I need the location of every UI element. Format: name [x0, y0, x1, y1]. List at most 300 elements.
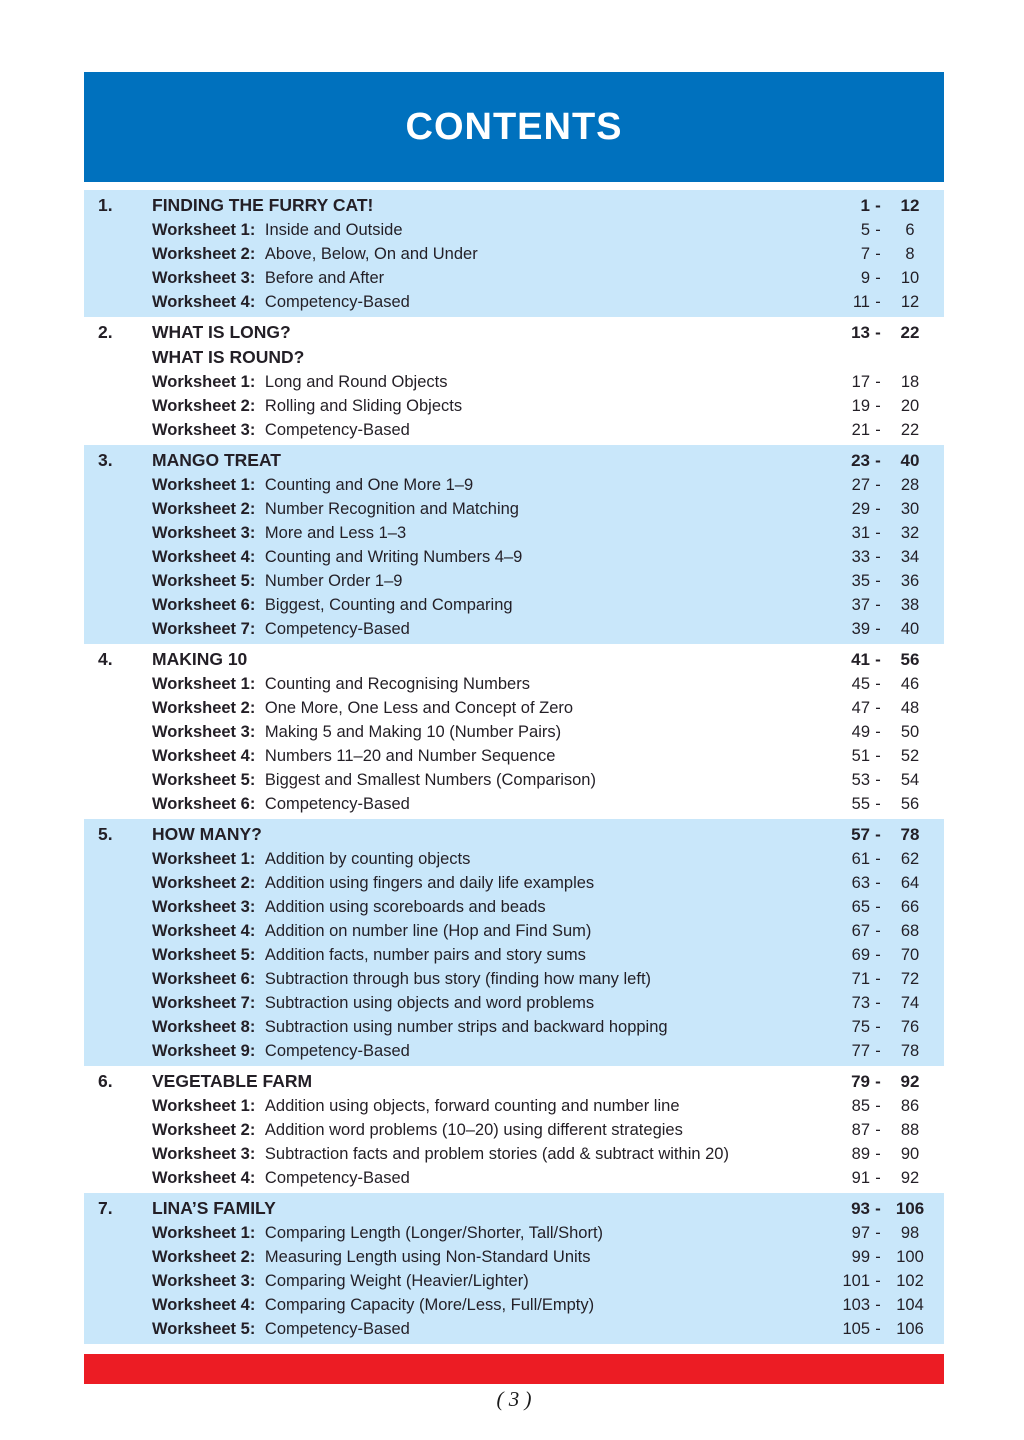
toc-section [84, 317, 944, 445]
worksheet-description: Competency-Based [264, 293, 410, 311]
page-end: 72 [900, 970, 920, 988]
worksheet-description: Subtraction through bus story (finding how many left) [264, 970, 652, 988]
toc-row [84, 1069, 944, 1094]
page-range-dash: - [875, 548, 881, 566]
toc-section [84, 1193, 944, 1344]
worksheet-label: Worksheet 1: [152, 850, 256, 868]
page-range-dash: - [875, 795, 881, 813]
page-start: 55 [851, 795, 870, 813]
page-range-dash: - [875, 723, 881, 741]
page-range-dash: - [875, 747, 881, 765]
row-text [152, 473, 824, 497]
page-start: 7 [860, 245, 870, 263]
page-range-dash: - [875, 421, 881, 439]
page-end: 30 [900, 500, 920, 518]
row-text [152, 1317, 824, 1341]
row-text [152, 1118, 824, 1142]
page-end: 12 [900, 293, 920, 311]
row-text [152, 569, 824, 593]
toc-row [84, 617, 944, 641]
worksheet-description: Making 5 and Making 10 (Number Pairs) [264, 723, 562, 741]
page-start: 51 [851, 747, 870, 765]
row-text [152, 967, 824, 991]
page-range-dash: - [875, 1272, 881, 1290]
row-text [152, 647, 824, 672]
worksheet-label: Worksheet 5: [152, 771, 256, 789]
contents-header [84, 72, 944, 182]
worksheet-description: Number Order 1–9 [264, 572, 403, 590]
page-end: 66 [900, 898, 920, 916]
worksheet-description: Counting and Writing Numbers 4–9 [264, 548, 523, 566]
page-range-dash: - [875, 922, 881, 940]
row-text [152, 895, 824, 919]
page-range-dash: - [875, 1320, 881, 1338]
toc-row [84, 193, 944, 218]
page-end: 8 [905, 245, 915, 263]
row-text [152, 1094, 824, 1118]
worksheet-label: Worksheet 6: [152, 795, 256, 813]
chapter-title: WHAT IS LONG? [152, 322, 291, 342]
worksheet-description: Counting and One More 1–9 [264, 476, 474, 494]
page-start: 31 [851, 524, 870, 542]
page-start: 85 [851, 1097, 870, 1115]
row-text [152, 744, 824, 768]
row-text [152, 768, 824, 792]
page-range-dash: - [875, 1097, 881, 1115]
page-end: 40 [900, 451, 920, 470]
page-end: 46 [900, 675, 920, 693]
toc-section [84, 190, 944, 317]
page-range-dash: - [875, 898, 881, 916]
chapter-title: HOW MANY? [152, 824, 262, 844]
page-start: 99 [851, 1248, 870, 1266]
worksheet-description: Addition by counting objects [264, 850, 471, 868]
toc-row [84, 242, 944, 266]
page-end: 6 [905, 221, 915, 239]
page-range-dash: - [875, 196, 881, 215]
chapter-title: VEGETABLE FARM [152, 1071, 313, 1091]
toc-row [84, 521, 944, 545]
toc-row [84, 1015, 944, 1039]
page-number: ( 3 ) [496, 1387, 532, 1411]
page-end: 48 [900, 699, 920, 717]
page-start: 27 [851, 476, 870, 494]
toc-row [84, 792, 944, 816]
worksheet-label: Worksheet 9: [152, 1042, 256, 1060]
toc-row [84, 218, 944, 242]
worksheet-label: Worksheet 2: [152, 874, 256, 892]
toc-row [84, 1317, 944, 1341]
worksheet-description: Measuring Length using Non-Standard Units [264, 1248, 591, 1266]
row-text [152, 1142, 824, 1166]
worksheet-label: Worksheet 3: [152, 898, 256, 916]
page-end: 10 [900, 269, 920, 287]
worksheet-label: Worksheet 6: [152, 596, 256, 614]
toc-row [84, 895, 944, 919]
worksheet-label: Worksheet 2: [152, 500, 256, 518]
page-end: 74 [900, 994, 920, 1012]
page-range-dash: - [875, 572, 881, 590]
page-start: 91 [851, 1169, 870, 1187]
toc-row [84, 1245, 944, 1269]
page-start: 49 [851, 723, 870, 741]
page-range-dash: - [875, 850, 881, 868]
page-range-dash: - [875, 650, 881, 669]
row-text [152, 847, 824, 871]
page-end: 54 [900, 771, 920, 789]
toc-row [84, 370, 944, 394]
page-end: 56 [900, 650, 920, 669]
worksheet-description: Comparing Length (Longer/Shorter, Tall/Short) [264, 1224, 604, 1242]
worksheet-label: Worksheet 3: [152, 1272, 256, 1290]
row-text [152, 266, 824, 290]
worksheet-label: Worksheet 2: [152, 1121, 256, 1139]
toc-section [84, 819, 944, 1066]
red-divider-bar [84, 1354, 944, 1384]
page-range-dash: - [875, 699, 881, 717]
worksheet-description: Competency-Based [264, 1169, 410, 1187]
worksheet-description: Competency-Based [264, 1042, 410, 1060]
worksheet-label: Worksheet 4: [152, 1169, 256, 1187]
toc-section [84, 445, 944, 644]
page-range-dash: - [875, 1296, 881, 1314]
row-text [152, 991, 824, 1015]
worksheet-description: Comparing Capacity (More/Less, Full/Empty) [264, 1296, 595, 1314]
worksheet-label: Worksheet 1: [152, 221, 256, 239]
page-start: 89 [851, 1145, 870, 1163]
worksheet-label: Worksheet 2: [152, 1248, 256, 1266]
worksheet-label: Worksheet 2: [152, 397, 256, 415]
toc-row [84, 1269, 944, 1293]
page-range-dash: - [875, 946, 881, 964]
row-text [152, 1269, 824, 1293]
worksheet-label: Worksheet 1: [152, 476, 256, 494]
row-text [152, 1221, 824, 1245]
page-title: CONTENTS [405, 105, 623, 148]
chapter-number: 3. [98, 450, 113, 470]
worksheet-label: Worksheet 4: [152, 747, 256, 765]
toc-row [84, 593, 944, 617]
worksheet-label: Worksheet 7: [152, 620, 256, 638]
worksheet-label: Worksheet 4: [152, 548, 256, 566]
row-text [152, 919, 824, 943]
page-range-dash: - [875, 1121, 881, 1139]
page-start: 21 [851, 421, 870, 439]
row-text [152, 193, 824, 218]
worksheet-description: Competency-Based [264, 421, 410, 439]
page-range-dash: - [875, 771, 881, 789]
worksheet-label: Worksheet 3: [152, 723, 256, 741]
page-range-dash: - [875, 1145, 881, 1163]
page-start: 11 [852, 293, 870, 311]
worksheet-description: Addition word problems (10–20) using different strategies [264, 1121, 683, 1139]
worksheet-label: Worksheet 2: [152, 245, 256, 263]
page-end: 34 [900, 548, 920, 566]
row-text [152, 242, 824, 266]
worksheet-description: Competency-Based [264, 795, 410, 813]
page-start: 97 [851, 1224, 870, 1242]
worksheet-label: Worksheet 6: [152, 970, 256, 988]
page-start: 105 [842, 1320, 870, 1338]
page-range-dash: - [875, 451, 881, 470]
worksheet-description: Subtraction using number strips and backward hopping [264, 1018, 668, 1036]
chapter-number: 4. [98, 649, 113, 669]
page-end: 68 [900, 922, 920, 940]
page-end: 104 [896, 1296, 924, 1314]
page-range-dash: - [875, 373, 881, 391]
worksheet-description: Subtraction using objects and word problems [264, 994, 595, 1012]
page-range-dash: - [875, 269, 881, 287]
worksheet-label: Worksheet 4: [152, 1296, 256, 1314]
row-text [152, 290, 824, 314]
page-end: 102 [896, 1272, 924, 1290]
row-text [152, 672, 824, 696]
worksheet-label: Worksheet 8: [152, 1018, 256, 1036]
page-end: 12 [900, 196, 920, 215]
page-range-dash: - [875, 245, 881, 263]
toc-row [84, 569, 944, 593]
row-text [152, 696, 824, 720]
page-range-dash: - [875, 1018, 881, 1036]
row-text [152, 1069, 824, 1094]
worksheet-label: Worksheet 1: [152, 675, 256, 693]
worksheet-description: Counting and Recognising Numbers [264, 675, 530, 693]
worksheet-label: Worksheet 5: [152, 1320, 256, 1338]
row-text [152, 1293, 824, 1317]
page-start: 23 [851, 451, 870, 470]
page-end: 28 [900, 476, 920, 494]
chapter-title: MAKING 10 [152, 649, 248, 669]
worksheet-description: Addition using objects, forward counting and number line [264, 1097, 680, 1115]
worksheet-description: Rolling and Sliding Objects [264, 397, 463, 415]
toc-row [84, 696, 944, 720]
page-end: 32 [900, 524, 920, 542]
toc-row [84, 647, 944, 672]
chapter-number: 1. [98, 195, 113, 215]
page-start: 47 [851, 699, 870, 717]
toc-list [84, 190, 944, 1344]
worksheet-description: More and Less 1–3 [264, 524, 407, 542]
toc-row [84, 672, 944, 696]
page-range-dash: - [875, 397, 881, 415]
page-start: 13 [851, 323, 870, 342]
page-footer [84, 1387, 944, 1412]
row-text [152, 822, 824, 847]
page-start: 67 [851, 922, 870, 940]
chapter-title: LINA’S FAMILY [152, 1198, 276, 1218]
chapter-title: WHAT IS ROUND? [152, 347, 305, 367]
page-range-dash: - [875, 1042, 881, 1060]
worksheet-description: One More, One Less and Concept of Zero [264, 699, 574, 717]
page-range-dash: - [875, 1248, 881, 1266]
page-start: 93 [851, 1199, 870, 1218]
chapter-number: 6. [98, 1071, 113, 1091]
worksheet-description: Addition using scoreboards and beads [264, 898, 546, 916]
row-text [152, 943, 824, 967]
page-end: 88 [900, 1121, 920, 1139]
page-end: 90 [900, 1145, 920, 1163]
toc-row [84, 394, 944, 418]
page-start: 37 [851, 596, 870, 614]
toc-row [84, 768, 944, 792]
page-start: 53 [851, 771, 870, 789]
worksheet-label: Worksheet 3: [152, 269, 256, 287]
page-end: 62 [900, 850, 920, 868]
worksheet-description: Biggest, Counting and Comparing [264, 596, 513, 614]
page-range-dash: - [875, 874, 881, 892]
page-end: 64 [900, 874, 920, 892]
chapter-number: 7. [98, 1198, 113, 1218]
page-range-dash: - [875, 994, 881, 1012]
toc-row [84, 290, 944, 314]
worksheet-description: Addition on number line (Hop and Find Sum) [264, 922, 592, 940]
worksheet-description: Above, Below, On and Under [264, 245, 478, 263]
page-start: 75 [851, 1018, 870, 1036]
toc-section [84, 644, 944, 819]
toc-row [84, 345, 944, 370]
row-text [152, 1166, 824, 1190]
page-range-dash: - [875, 596, 881, 614]
page-end: 76 [900, 1018, 920, 1036]
worksheet-description: Inside and Outside [264, 221, 403, 239]
page-start: 61 [851, 850, 870, 868]
page-end: 50 [900, 723, 920, 741]
page-range-dash: - [875, 620, 881, 638]
page-range-dash: - [875, 970, 881, 988]
page-end: 22 [900, 323, 920, 342]
page-range-dash: - [875, 323, 881, 342]
page-start: 103 [842, 1296, 870, 1314]
worksheet-label: Worksheet 1: [152, 1097, 256, 1115]
page-range-dash: - [875, 1224, 881, 1242]
page-end: 106 [896, 1320, 924, 1338]
worksheet-label: Worksheet 2: [152, 699, 256, 717]
row-text [152, 1015, 824, 1039]
page-end: 78 [900, 825, 920, 844]
worksheet-description: Competency-Based [264, 620, 410, 638]
worksheet-label: Worksheet 3: [152, 524, 256, 542]
page-end: 36 [900, 572, 920, 590]
page-start: 39 [851, 620, 870, 638]
worksheet-label: Worksheet 1: [152, 373, 256, 391]
worksheet-description: Competency-Based [264, 1320, 410, 1338]
page-range-dash: - [875, 221, 881, 239]
page-range-dash: - [875, 1072, 881, 1091]
page-end: 18 [900, 373, 920, 391]
page-start: 71 [851, 970, 870, 988]
toc-row [84, 545, 944, 569]
page-start: 33 [851, 548, 870, 566]
row-text [152, 545, 824, 569]
worksheet-label: Worksheet 3: [152, 421, 256, 439]
page-end: 40 [900, 620, 920, 638]
worksheet-label: Worksheet 1: [152, 1224, 256, 1242]
page-end: 92 [900, 1169, 920, 1187]
page-start: 35 [851, 572, 870, 590]
worksheet-description: Comparing Weight (Heavier/Lighter) [264, 1272, 529, 1290]
page-end: 78 [900, 1042, 920, 1060]
row-text [152, 345, 824, 370]
worksheet-description: Addition facts, number pairs and story sums [264, 946, 586, 964]
row-text [152, 792, 824, 816]
toc-row [84, 1221, 944, 1245]
chapter-number: 2. [98, 322, 113, 342]
toc-row [84, 871, 944, 895]
row-text [152, 418, 824, 442]
page-end: 52 [900, 747, 920, 765]
page-end: 100 [896, 1248, 924, 1266]
page-range-dash: - [875, 293, 881, 311]
toc-row [84, 1118, 944, 1142]
row-text [152, 370, 824, 394]
page-start: 17 [851, 373, 870, 391]
page-end: 20 [900, 397, 920, 415]
row-text [152, 394, 824, 418]
row-text [152, 448, 824, 473]
page-start: 57 [851, 825, 870, 844]
toc-row [84, 720, 944, 744]
chapter-title: FINDING THE FURRY CAT! [152, 195, 374, 215]
page-start: 79 [851, 1072, 870, 1091]
page-start: 1 [860, 196, 870, 215]
worksheet-description: Numbers 11–20 and Number Sequence [264, 747, 556, 765]
row-text [152, 497, 824, 521]
page-start: 5 [860, 221, 870, 239]
page-end: 106 [895, 1199, 925, 1218]
worksheet-description: Long and Round Objects [264, 373, 448, 391]
page-start: 69 [851, 946, 870, 964]
toc-row [84, 418, 944, 442]
page-end: 38 [900, 596, 920, 614]
chapter-title: MANGO TREAT [152, 450, 281, 470]
row-text [152, 593, 824, 617]
toc-row [84, 1142, 944, 1166]
chapter-number: 5. [98, 824, 113, 844]
page-start: 63 [851, 874, 870, 892]
worksheet-label: Worksheet 4: [152, 293, 256, 311]
toc-row [84, 744, 944, 768]
page-end: 22 [900, 421, 920, 439]
page-start: 87 [851, 1121, 870, 1139]
page-range-dash: - [875, 675, 881, 693]
page-end: 98 [900, 1224, 920, 1242]
toc-row [84, 448, 944, 473]
toc-row [84, 1039, 944, 1063]
worksheet-label: Worksheet 7: [152, 994, 256, 1012]
page-end: 92 [900, 1072, 920, 1091]
row-text [152, 320, 824, 345]
toc-row [84, 1293, 944, 1317]
page-range-dash: - [875, 524, 881, 542]
toc-row [84, 991, 944, 1015]
page-start: 73 [851, 994, 870, 1012]
toc-row [84, 847, 944, 871]
row-text [152, 521, 824, 545]
page-start: 29 [851, 500, 870, 518]
worksheet-label: Worksheet 3: [152, 1145, 256, 1163]
toc-row [84, 320, 944, 345]
worksheet-label: Worksheet 5: [152, 572, 256, 590]
toc-row [84, 1094, 944, 1118]
worksheet-description: Biggest and Smallest Numbers (Comparison) [264, 771, 596, 789]
toc-row [84, 266, 944, 290]
worksheet-label: Worksheet 4: [152, 922, 256, 940]
page-range-dash: - [875, 476, 881, 494]
toc-row [84, 919, 944, 943]
row-text [152, 218, 824, 242]
page-range-dash: - [875, 1169, 881, 1187]
page-range-dash: - [875, 825, 881, 844]
